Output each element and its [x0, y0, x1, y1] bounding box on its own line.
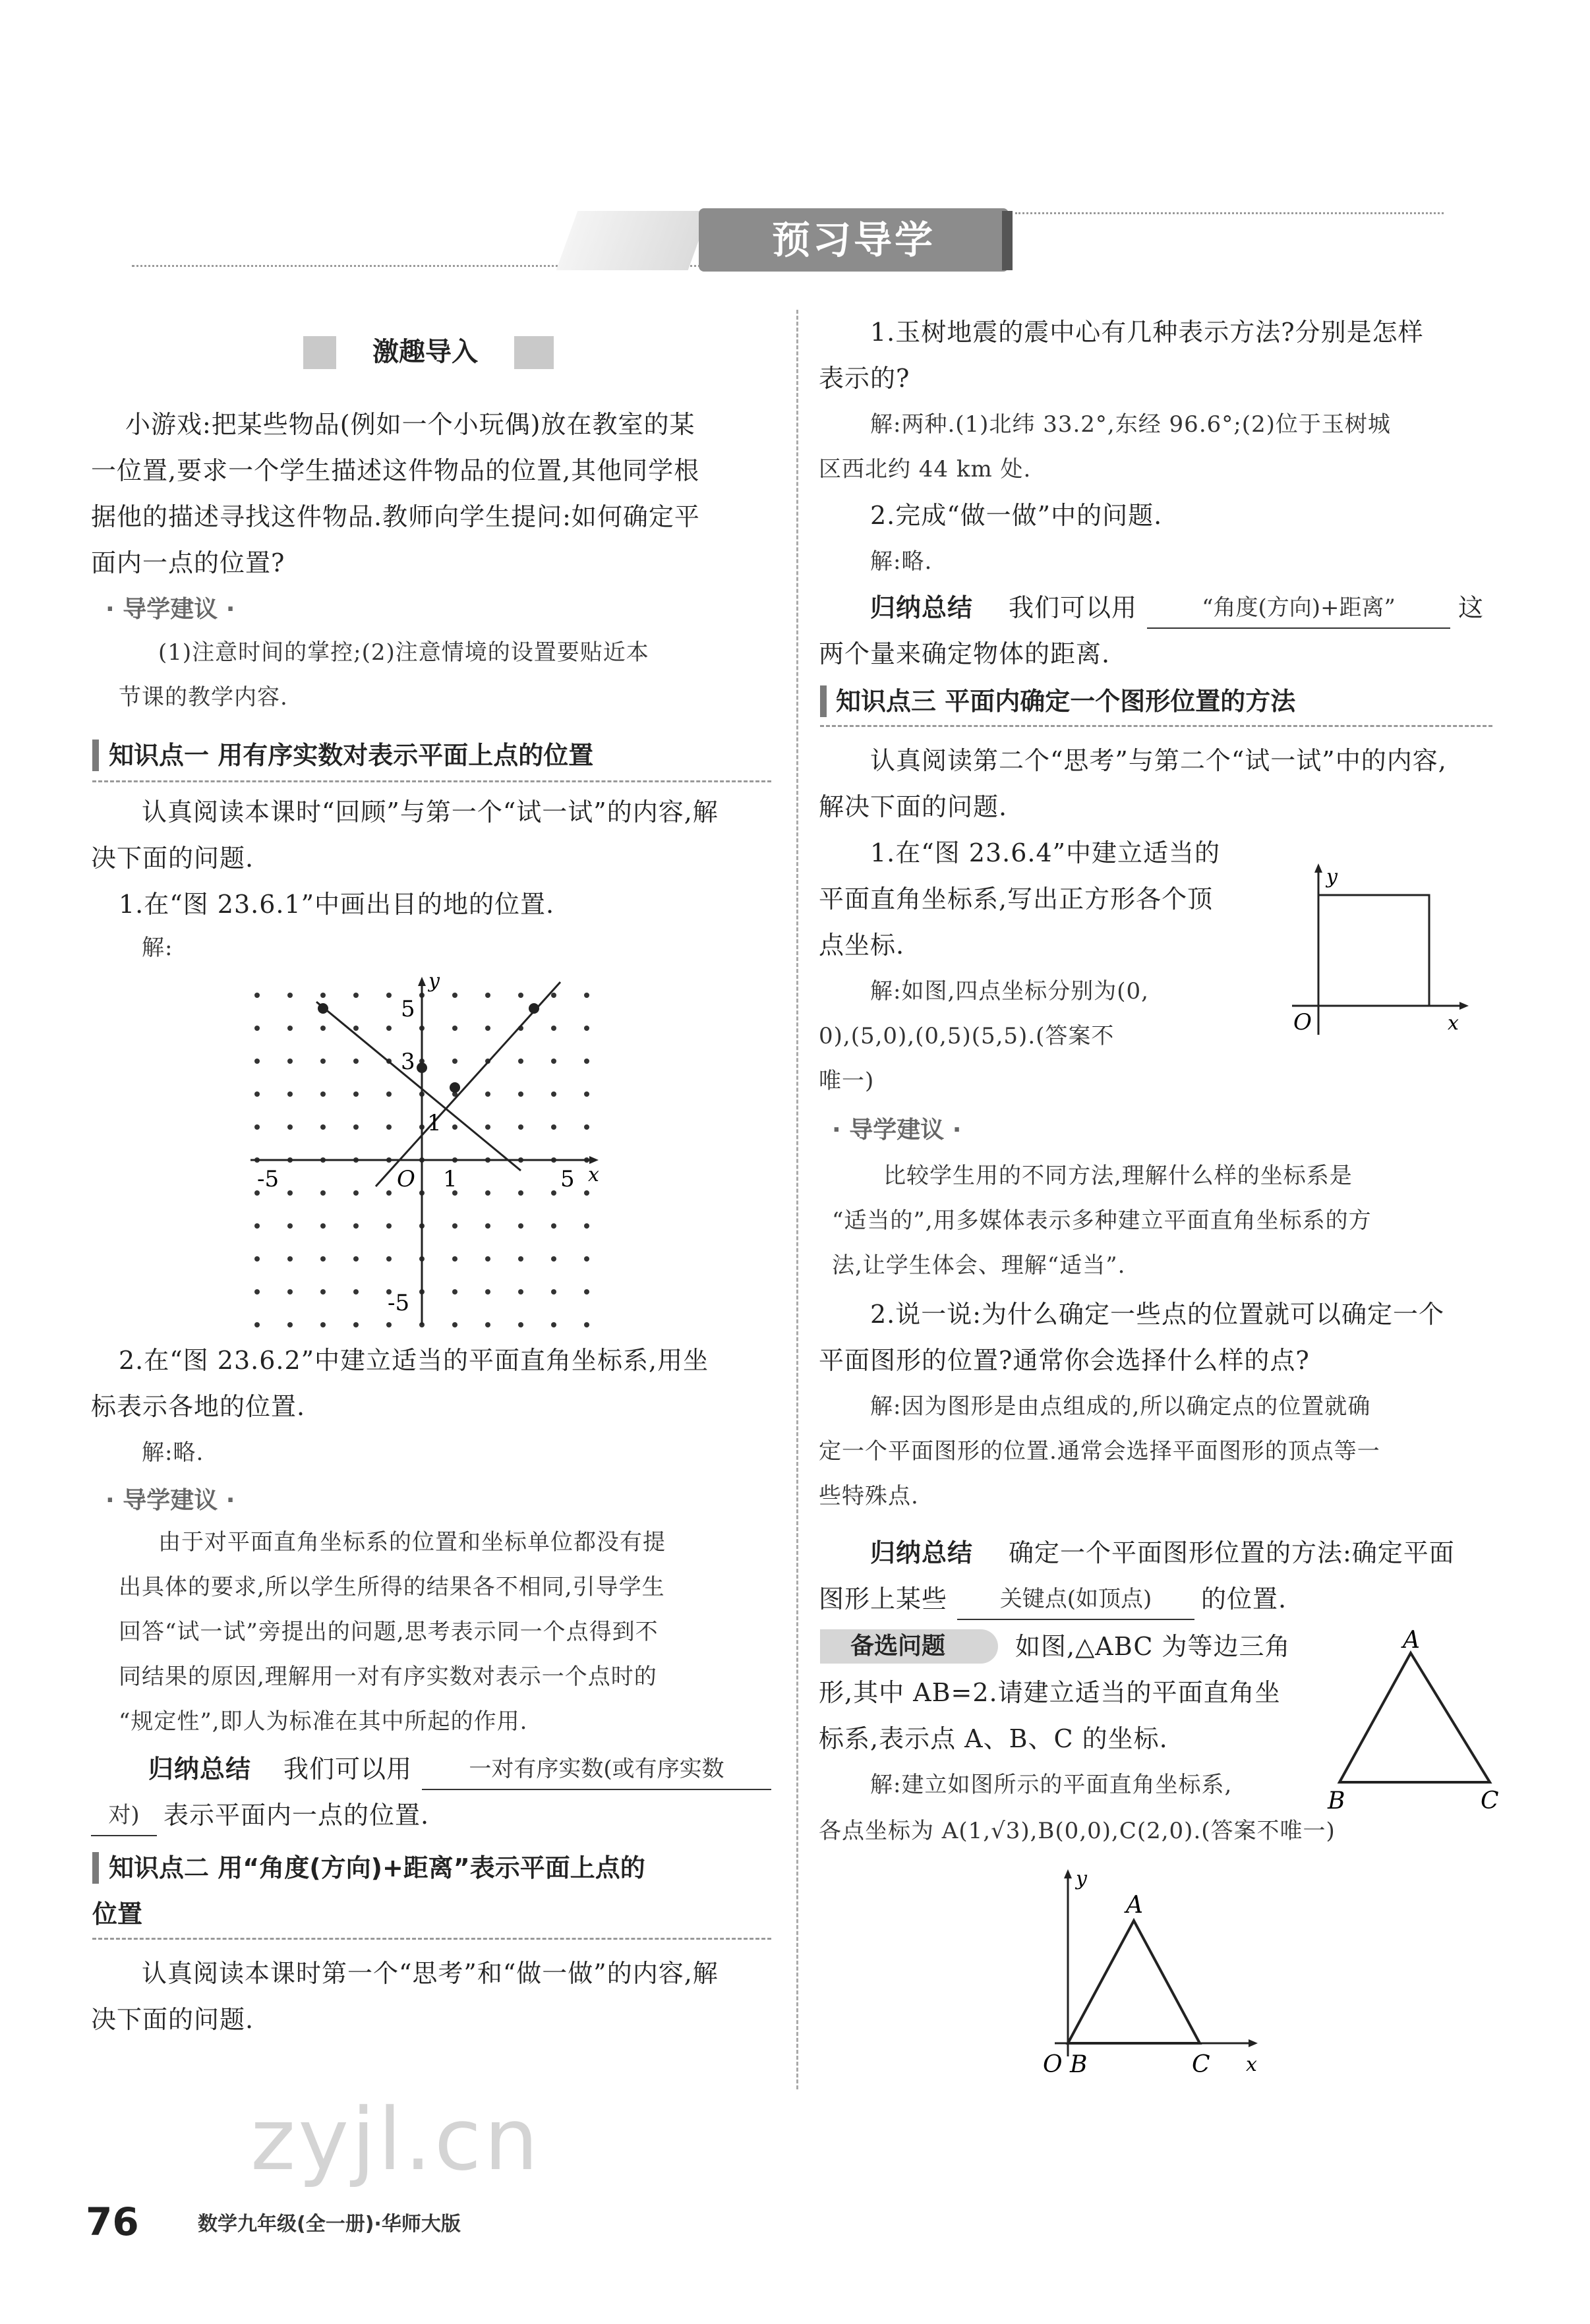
grid-dot	[287, 1026, 293, 1031]
graph1-tick-ym5: -5	[388, 1290, 410, 1316]
grid-dot	[254, 1059, 260, 1064]
grid-dot	[452, 1289, 457, 1294]
r3-q1-line-1: 1.在“图 23.6.4”中建立适当的	[870, 838, 1221, 867]
grid-dot	[254, 1256, 260, 1262]
grid-dot	[485, 1124, 490, 1130]
kp1-title: 知识点一 用有序实数对表示平面上点的位置	[109, 741, 594, 770]
grid-dot	[485, 1289, 490, 1294]
sum3-fill: 关键点(如顶点)	[957, 1579, 1194, 1620]
grid-dot	[584, 1289, 589, 1294]
point-a	[318, 1003, 328, 1014]
extra-line-3: 标系,表示点 A、B、C 的坐标.	[819, 1724, 1168, 1753]
y-axis-arrow	[418, 977, 426, 986]
g2-y-label: y	[1326, 865, 1338, 888]
kp2-line-1: 认真阅读本课时第一个“思考”和“做一做”的内容,解	[142, 1959, 719, 1988]
grid-dot	[320, 1026, 326, 1031]
kp3-line-1: 认真阅读第二个“思考”与第二个“试一试”中的内容,	[870, 746, 1447, 775]
graph1-tick-x1: 1	[443, 1166, 457, 1192]
kp3-underline	[820, 725, 1492, 727]
kp3-line-2: 解决下面的问题.	[819, 792, 1008, 821]
grid-dot	[353, 1190, 359, 1196]
grid-dot	[320, 1322, 326, 1327]
kp3-bar	[820, 685, 827, 717]
watermark: zyjl.cn	[250, 2089, 541, 2190]
r3-q1-ans-1: 解:如图,四点坐标分别为(0,	[870, 978, 1149, 1004]
r3-q1-ans-2: 0),(5,0),(0,5)(5,5).(答案不	[819, 1023, 1115, 1049]
tri2-a: A	[1126, 1892, 1143, 1919]
extra-ans-1: 解:建立如图所示的平面直角坐标系,	[870, 1772, 1233, 1798]
graph1-tick-xm5: -5	[257, 1166, 280, 1192]
r3-q1-line-2: 平面直角坐标系,写出正方形各个顶	[819, 885, 1214, 914]
tri2-x-arrow	[1249, 2039, 1258, 2047]
grid-dot	[584, 1190, 589, 1196]
grid-dot	[287, 1322, 293, 1327]
tip2-line-5: “规定性”,即人为标准在其中所起的作用.	[119, 1708, 528, 1735]
grid-dot	[584, 993, 589, 998]
grid-dot	[485, 1223, 490, 1229]
tip3-line-3: 法,让学生体会、理解“适当”.	[832, 1252, 1126, 1279]
grid-dot	[518, 1124, 523, 1130]
grid-dot	[386, 993, 392, 998]
graph1-tick-x5: 5	[560, 1166, 575, 1192]
grid-dot	[386, 1190, 392, 1196]
sum2-fill: “角度(方向)+距离”	[1147, 588, 1450, 629]
book-info: 数学九年级(全一册)·华师大版	[198, 2213, 461, 2236]
graph1-y-label: y	[428, 970, 440, 993]
grid-dot	[353, 1059, 359, 1064]
sum2-pre: 我们可以用	[1009, 593, 1138, 622]
point-c	[450, 1082, 460, 1093]
grid-dot	[320, 1059, 326, 1064]
header-banner	[0, 185, 1590, 290]
grid-dot	[386, 1124, 392, 1130]
kp1-underline	[92, 780, 771, 782]
kp1-line-1: 认真阅读本课时“回顾”与第一个“试一试”的内容,解	[142, 798, 719, 827]
grid-dot	[584, 1091, 589, 1097]
grid-dot	[353, 1124, 359, 1130]
sum3-pre2: 图形上某些	[819, 1584, 948, 1613]
tri1-b: B	[1328, 1787, 1345, 1813]
r-q1-line-1: 1.玉树地震的震中心有几种表示方法?分别是怎样	[870, 318, 1424, 347]
tip2-label: · 导学建议 ·	[105, 1487, 235, 1514]
grid-dot	[518, 993, 523, 998]
grid-dot	[254, 1124, 260, 1130]
q2-answer: 解:略.	[142, 1439, 204, 1466]
grid-dot	[518, 1190, 523, 1196]
kp2-underline	[92, 1938, 771, 1940]
grid-dot	[584, 1223, 589, 1229]
q1-answer: 解:	[142, 935, 173, 961]
kp1-bar	[92, 740, 99, 771]
grid-dot	[353, 1322, 359, 1327]
figure-23-6-1	[244, 969, 613, 1338]
sum2-line-2: 两个量来确定物体的距离.	[819, 639, 1111, 668]
kp2-line-2: 决下面的问题.	[91, 2005, 254, 2034]
grid-dot	[353, 993, 359, 998]
intro-title: 激趣导入	[372, 337, 478, 367]
tip2-line-4: 同结果的原因,理解用一对有序实数对表示一个点时的	[119, 1664, 657, 1690]
grid-dot	[320, 993, 326, 998]
grid-dot	[518, 1322, 523, 1327]
intro-line-3: 据他的描述寻找这件物品.教师向学生提问:如何确定平	[91, 502, 700, 531]
column-divider	[796, 310, 798, 2089]
grid-dot	[353, 1256, 359, 1262]
grid-dot	[518, 1256, 523, 1262]
kp3-title: 知识点三 平面内确定一个图形位置的方法	[836, 687, 1296, 716]
grid-dot	[551, 1256, 556, 1262]
graph1-tick-y3: 3	[401, 1049, 415, 1075]
grid-dot	[452, 1026, 457, 1031]
grid-dot	[287, 1223, 293, 1229]
r-q1-line-2: 表示的?	[819, 364, 910, 393]
r3-q2-ans-1: 解:因为图形是由点组成的,所以确定点的位置就确	[870, 1393, 1371, 1420]
extra-label: 备选问题	[850, 1633, 946, 1660]
grid-dot	[452, 1059, 457, 1064]
grid-dot	[254, 1223, 260, 1229]
tri2-triangle	[1068, 1921, 1200, 2043]
grid-dot	[320, 1190, 326, 1196]
r3-q1-ans-3: 唯一)	[819, 1068, 875, 1094]
tri1-a: A	[1403, 1628, 1420, 1654]
grid-dot	[386, 1322, 392, 1327]
grid-dot	[518, 1289, 523, 1294]
q1-text: 1.在“图 23.6.1”中画出目的地的位置.	[119, 890, 555, 919]
tip2-line-3: 回答“试一试”旁提出的问题,思考表示同一个点得到不	[119, 1619, 659, 1645]
banner-line-right	[1015, 212, 1444, 214]
figure-23-6-4	[1285, 857, 1483, 1041]
sum2-post: 这	[1458, 593, 1485, 622]
intro-line-2: 一位置,要求一个学生描述这件物品的位置,其他同学根	[91, 456, 700, 485]
tip3-line-2: “适当的”,用多媒体表示多种建立平面直角坐标系的方	[832, 1207, 1372, 1234]
grid-dot	[287, 1289, 293, 1294]
grid-dot	[485, 993, 490, 998]
g2-x-arrow	[1459, 1002, 1469, 1010]
grid-dot	[551, 1190, 556, 1196]
grid-dot	[485, 1256, 490, 1262]
graph1-origin: O	[397, 1166, 415, 1192]
tri2-ob: O B	[1043, 2051, 1088, 2076]
grid-dot	[551, 1026, 556, 1031]
sum1-post: 表示平面内一点的位置.	[163, 1801, 430, 1830]
page-number: 76	[86, 2199, 139, 2244]
graph1-x-label: x	[588, 1163, 599, 1186]
extra-line-2: 形,其中 AB=2.请建立适当的平面直角坐	[819, 1678, 1281, 1707]
kp2-title-a: 知识点二 用“角度(方向)+距离”表示平面上点的	[109, 1853, 645, 1882]
sum2-label: 归纳总结	[870, 593, 974, 622]
r-q1-ans-2: 区西北约 44 km 处.	[819, 456, 1032, 482]
grid-dot	[584, 1124, 589, 1130]
tip2-line-1: 由于对平面直角坐标系的位置和坐标单位都没有提	[158, 1529, 666, 1555]
grid-dot	[551, 1091, 556, 1097]
grid-dot	[386, 1091, 392, 1097]
banner-shadow	[556, 211, 710, 270]
point-b	[417, 1062, 427, 1073]
grid-dot	[485, 1190, 490, 1196]
grid-dot	[320, 1091, 326, 1097]
banner-title: 预习导学	[771, 218, 935, 262]
grid-dot	[485, 1026, 490, 1031]
g2-square	[1318, 895, 1429, 1006]
grid-dot	[518, 1223, 523, 1229]
grid-dot	[320, 1124, 326, 1130]
grid-dot	[254, 993, 260, 998]
r-q2: 2.完成“做一做”中的问题.	[870, 501, 1163, 530]
tip1-line-1: (1)注意时间的掌控;(2)注意情境的设置要贴近本	[158, 639, 649, 666]
grid-dot	[320, 1223, 326, 1229]
tip2-line-2: 出具体的要求,所以学生所得的结果各不相同,引导学生	[119, 1574, 665, 1600]
grid-dot	[452, 1124, 457, 1130]
q2-line-2: 标表示各地的位置.	[91, 1392, 306, 1421]
tip3-line-1: 比较学生用的不同方法,理解什么样的坐标系是	[883, 1163, 1353, 1189]
q2-line-1: 2.在“图 23.6.2”中建立适当的平面直角坐标系,用坐	[119, 1346, 709, 1375]
triangle-figure	[1325, 1628, 1503, 1813]
grid-dot	[551, 1289, 556, 1294]
point-d	[529, 1003, 539, 1014]
grid-dot	[551, 1223, 556, 1229]
tip1-line-2: 节课的教学内容.	[119, 684, 288, 711]
grid-dot	[254, 1026, 260, 1031]
sum1-label: 归纳总结	[148, 1755, 252, 1784]
kp1-line-2: 决下面的问题.	[91, 844, 254, 873]
grid-dot	[551, 1124, 556, 1130]
r3-q2-ans-2: 定一个平面图形的位置.通常会选择平面图形的顶点等一	[819, 1438, 1380, 1465]
grid-dot	[353, 1289, 359, 1294]
grid-dot	[287, 1059, 293, 1064]
extra-line-1: 如图,△ABC 为等边三角	[1015, 1632, 1291, 1661]
sum1-fill-a: 一对有序实数(或有序实数	[422, 1749, 771, 1790]
grid-dot	[584, 1322, 589, 1327]
grid-dot	[452, 993, 457, 998]
grid-dot	[518, 1091, 523, 1097]
grid-dot	[287, 993, 293, 998]
tri2-y-arrow	[1064, 1869, 1072, 1878]
g2-y-arrow	[1314, 863, 1322, 873]
r3-q1-line-3: 点坐标.	[819, 931, 905, 960]
grid-dot	[287, 1256, 293, 1262]
r3-q2-line-2: 平面图形的位置?通常你会选择什么样的点?	[819, 1346, 1310, 1375]
grid-dot	[551, 1322, 556, 1327]
triangle-coordinate-figure	[1028, 1865, 1279, 2076]
tri1-c: C	[1481, 1787, 1499, 1813]
r3-q2-line-1: 2.说一说:为什么确定一些点的位置就可以确定一个	[870, 1300, 1445, 1329]
grid-dot	[584, 1256, 589, 1262]
grid-dot	[353, 1026, 359, 1031]
tip1-label: · 导学建议 ·	[105, 596, 235, 623]
grid-dot	[320, 1256, 326, 1262]
extra-ans-2: 各点坐标为 A(1,√3),B(0,0),C(2,0).(答案不唯一)	[819, 1818, 1336, 1844]
grid-dot	[287, 1190, 293, 1196]
sum3-text: 确定一个平面图形位置的方法:确定平面	[1009, 1538, 1455, 1567]
grid-dot	[353, 1223, 359, 1229]
sum1-fill-b: 对)	[91, 1795, 157, 1836]
tip3-label: · 导学建议 ·	[832, 1117, 962, 1144]
sum3-label: 归纳总结	[870, 1538, 974, 1567]
grid-dot	[452, 1223, 457, 1229]
grid-dot	[287, 1124, 293, 1130]
grid-dot	[386, 1026, 392, 1031]
grid-dot	[254, 1289, 260, 1294]
grid-dot	[386, 1256, 392, 1262]
grid-dot	[551, 1059, 556, 1064]
grid-dot	[485, 1091, 490, 1097]
grid-dot	[353, 1091, 359, 1097]
triangle-abc	[1340, 1653, 1490, 1782]
graph1-tick-y1: 1	[427, 1110, 442, 1136]
grid-dot	[584, 1026, 589, 1031]
grid-dot	[254, 1322, 260, 1327]
grid-dot	[584, 1059, 589, 1064]
g2-origin: O	[1293, 1009, 1312, 1035]
intro-line-4: 面内一点的位置?	[91, 548, 285, 577]
kp2-title-b: 位置	[92, 1900, 143, 1929]
grid-dot	[254, 1091, 260, 1097]
tri2-c: C	[1192, 2051, 1210, 2076]
grid-dot	[287, 1091, 293, 1097]
grid-dot	[386, 1223, 392, 1229]
tri2-x: x	[1246, 2053, 1257, 2076]
g2-x-label: x	[1448, 1012, 1459, 1035]
grid-dot	[551, 993, 556, 998]
sum3-post2: 的位置.	[1201, 1584, 1287, 1613]
intro-line-1: 小游戏:把某些物品(例如一个小玩偶)放在教室的某	[125, 410, 695, 439]
grid-dot	[452, 1322, 457, 1327]
r3-q2-ans-3: 些特殊点.	[819, 1483, 919, 1509]
r-q2-ans: 解:略.	[870, 548, 933, 575]
grid-dot	[485, 1322, 490, 1327]
kp2-bar	[92, 1852, 99, 1884]
r-q1-ans-1: 解:两种.(1)北纬 33.2°,东经 96.6°;(2)位于玉树城	[870, 411, 1391, 438]
tri2-y: y	[1076, 1867, 1087, 1890]
sum1-pre: 我们可以用	[283, 1755, 413, 1784]
grid-dot	[320, 1289, 326, 1294]
grid-dot	[518, 1059, 523, 1064]
graph1-tick-y5: 5	[401, 996, 415, 1022]
grid-dot	[452, 1256, 457, 1262]
